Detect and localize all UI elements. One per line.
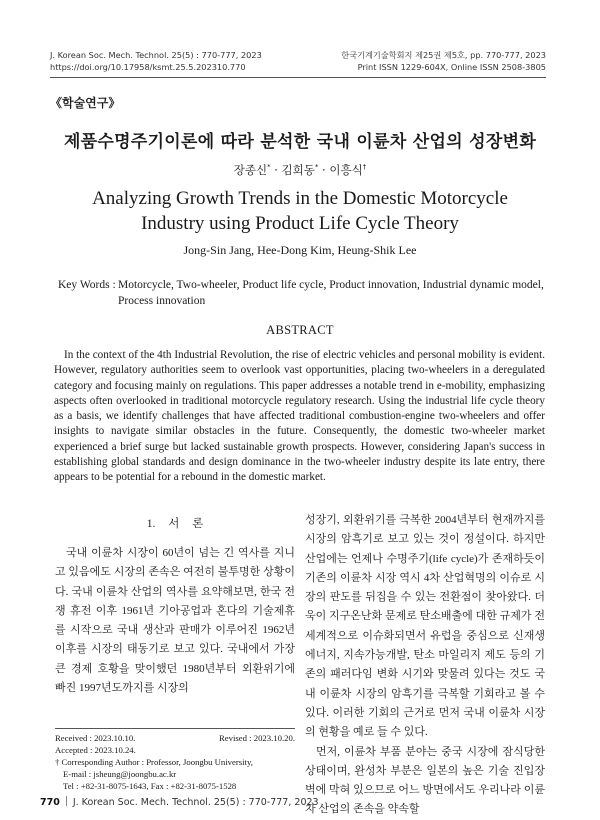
intro-paragraph-continued: 성장기, 외환위기를 극복한 2004년부터 현재까지를 시장의 암흑기로 보고 있는 것이 정설이다. 하지만 산업에는 언제나 수명주기(life cycle)가 존재하듯이 기존의 이륜차 시장 역시 4차 산업혁명의 이슈로 시장의 판도를 뒤집을 수 있는 전환점이 찾아왔다. 더욱이 지구온난화 문제로 탄소배출에 대한 규제가 전 세계적으로 이슈화되면서 유럽을 중심으로 신재생에너지, 지속가능개발, 탄소 마일리지 제도 등의 기존의 패러다임 변화 시기와 맞물려 있다는 것도 국내 이륜차 시장의 암흑기를 극복할 기회라고 볼 수 있다. 이러한 기회의 근거로 먼저 국내 이륜차 시장의 현황을 예로 들 수 있다. <box>305 514 545 739</box>
keywords-text: Motorcycle, Two-wheeler, Product life cycle, Product innovation, Industrial dynamic model, Process innovation <box>118 279 544 307</box>
footer-journal: J. Korean Soc. Mech. Technol. 25(5) : 770-777, 2023 <box>72 797 319 808</box>
author-3-mark: † <box>362 163 367 172</box>
footer-separator <box>66 796 67 806</box>
author-1: 장종신 <box>233 163 268 177</box>
abstract-body: In the context of the 4th Industrial Revolution, the rise of electric vehicles and personal mobility is evident. However, regulatory authorities seem to overlook vast opportunities, placing two-wheelers in a deregulated category and focusing mainly on regulations. This paper addresses a notable trend in e-mobility, emphasizing aspects often overlooked in traditional motorcycle regulatory research. Using the industrial life cycle theory as a basis, we identify challenges that have affected traditional combustion-engine two-wheelers and offer insights to navigate similar obstacles in the future. Consequently, the domestic two-wheeler market experienced a brief surge but lacked sustainable growth prospects. However, considering Japan's success in establishing global standards and design dominance in the two-wheeler industry despite its late entry, there appears to be potential for a rebound in the domestic market. <box>54 349 545 484</box>
received-date: Received : 2023.10.10. <box>55 733 136 743</box>
issn-line: Print ISSN 1229-604X, Online ISSN 2508-3805 <box>357 61 546 72</box>
keywords-label: Key Words : <box>58 279 116 291</box>
author-1-mark: * <box>267 163 271 172</box>
korean-title: 제품수명주기이론에 따라 분석한 국내 이륜차 산업의 성장변화 <box>63 132 537 152</box>
doi-link[interactable]: https://doi.org/10.17958/ksmt.25.5.202310.770 <box>50 61 246 72</box>
abstract-heading: ABSTRACT <box>266 323 334 337</box>
intro-left-column: 국내 이륜차 시장이 60년이 넘는 긴 역사를 지니고 있음에도 시장의 존속은 여전히 불투명한 상황이다. 국내 이륜차 산업의 역사를 요약해보면, 한국 전쟁 휴전 이후 1961년 기아공업과 혼다의 기술제휴를 시작으로 국내 생산과 판매가 이루어진 1962년 이후를 시장의 태동기로 보고 있다. 국내에서 가장 큰 경제 호황을 맞이했던 1980년부터 외환위기에 빠진 1997년도까지를 시장의 <box>55 547 295 695</box>
journal-citation: J. Korean Soc. Mech. Technol. 25(5) : 770-777, 2023 <box>50 50 262 60</box>
english-title-line-1: Analyzing Growth Trends in the Domestic Motorcycle <box>92 188 508 209</box>
author-separator: · <box>318 163 330 177</box>
intro-right-column <box>305 511 545 820</box>
korean-authors <box>0 162 600 178</box>
accepted-date: Accepted : 2023.10.24. <box>55 745 136 755</box>
page-number: 770 <box>40 797 60 808</box>
received-dates <box>55 732 295 744</box>
author-2: 김희동 <box>281 163 315 177</box>
section-heading: 1. 서 론 <box>146 518 204 530</box>
running-header-right <box>341 50 546 73</box>
article-category: 《학술연구》 <box>50 96 121 110</box>
english-title <box>0 186 600 236</box>
english-authors: Jong-Sin Jang, Hee-Dong Kim, Heung-Shik Lee <box>183 243 417 257</box>
author-email[interactable]: E-mail : jsheung@joongbu.ac.kr <box>63 769 177 779</box>
author-phone: Tel : +82-31-8075-1643, Fax : +82-31-8075-1528 <box>63 781 237 791</box>
intro-paragraph: 먼저, 이륜차 부품 분야는 중국 시장에 잠식당한 상태이며, 완성차 부분은 일본의 높은 기술 진입장벽에 막혀 있으므로 어느 방면에서도 우리나라 이륜차 산업의 존속을 약속할 <box>305 745 545 816</box>
footnote-divider <box>55 728 295 729</box>
journal-citation-ko: 한국기계기술학회지 제25권 제5호, pp. 770-777, 2023 <box>341 50 546 60</box>
author-separator: · <box>270 163 282 177</box>
english-title-line-2: Industry using Product Life Cycle Theory <box>141 213 459 234</box>
header-divider <box>50 77 546 78</box>
running-header-left <box>50 50 262 73</box>
author-3: 이흥식 <box>329 163 363 177</box>
author-2-mark: * <box>314 163 319 172</box>
page-footer <box>40 796 319 808</box>
revised-date: Revised : 2023.10.20. <box>218 733 295 743</box>
corresponding-author: † Corresponding Author : Professor, Joongbu University, <box>55 757 253 767</box>
